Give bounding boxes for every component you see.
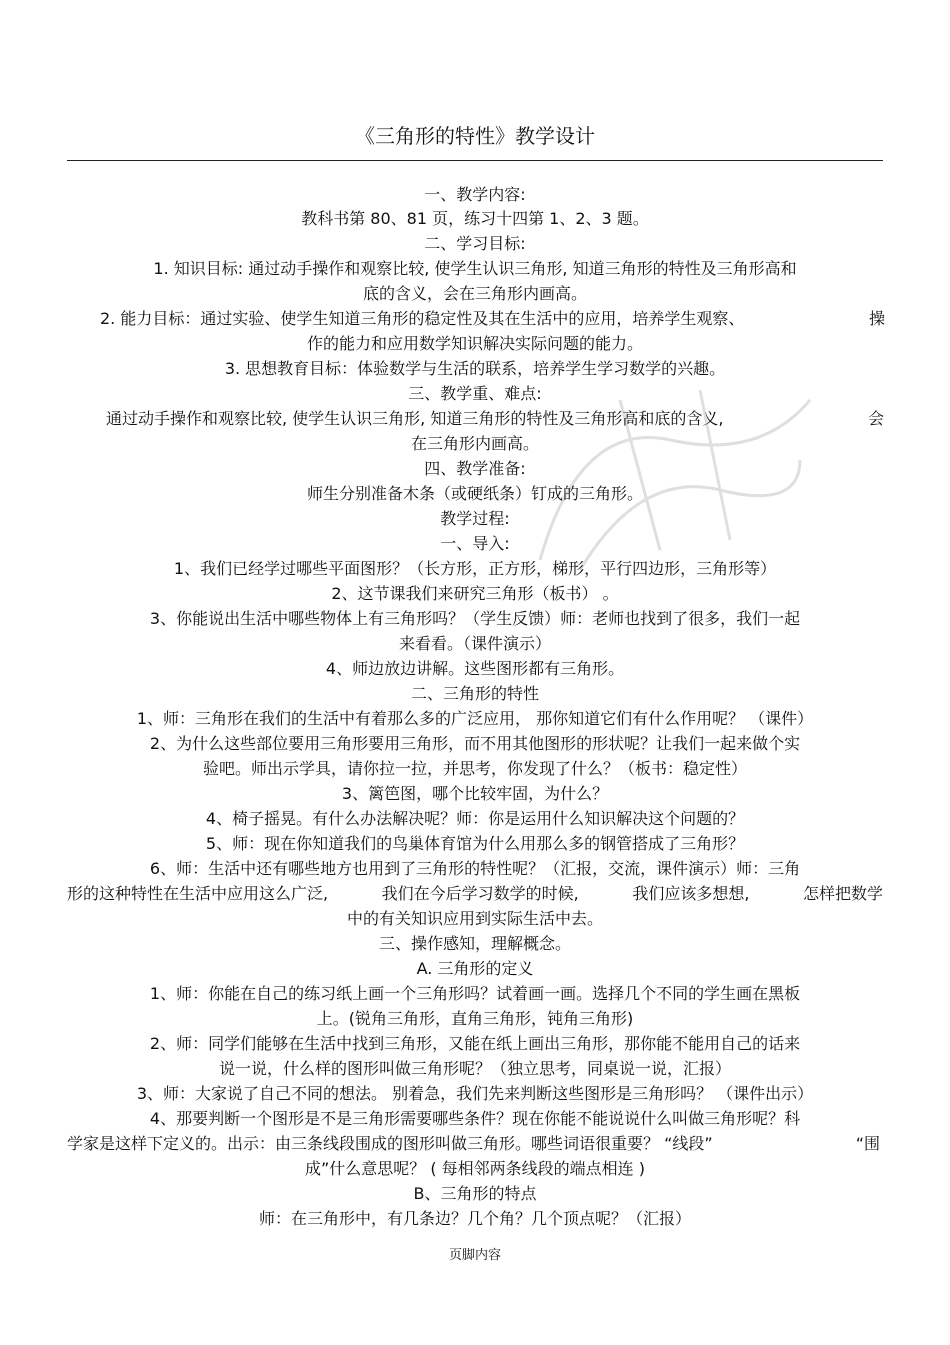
text-line: 4、那要判断一个图形是不是三角形需要哪些条件？现在你能不能说说什么叫做三角形呢？科 xyxy=(149,1109,801,1128)
text-line xyxy=(106,407,884,431)
text-line xyxy=(100,307,885,331)
text-segment: 操 xyxy=(868,309,885,328)
section-heading: 一、教学内容: xyxy=(424,185,526,204)
text-line: 师生分别准备木条（或硬纸条）钉成的三角形。 xyxy=(306,484,643,503)
text-line: 1、师：三角形在我们的生活中有着那么多的广泛应用， 那你知道它们有什么作用呢？ （课件） xyxy=(136,709,814,728)
text-segment: 学家是这样下定义的。出示：由三条线段围成的图形叫做三角形。哪些词语很重要？ “线段” xyxy=(67,1134,713,1153)
text-line: 中的有关知识应用到实际生活中去。 xyxy=(346,909,603,928)
section-heading: 教学过程: xyxy=(440,509,510,528)
section-heading: B、三角形的特点 xyxy=(413,1184,537,1203)
text-line xyxy=(67,882,883,906)
section-heading: 三、教学重、难点: xyxy=(408,384,542,403)
text-line: 说一说，什么样的图形叫做三角形呢？（独立思考，同桌说一说，汇报） xyxy=(218,1059,731,1078)
text-line: 5、师：现在你知道我们的鸟巢体育馆为什么用那么多的钢管搭成了三角形？ xyxy=(205,834,745,853)
section-heading: 三、操作感知，理解概念。 xyxy=(378,934,571,953)
text-line: 上。(锐角三角形，直角三角形，钝角三角形) xyxy=(316,1009,634,1028)
section-heading: 一、导入: xyxy=(440,534,510,553)
page-footer: 页脚内容 xyxy=(448,1248,501,1263)
text-line xyxy=(67,1132,880,1156)
text-line: 2、师：同学们能够在生活中找到三角形，又能在纸上画出三角形，那你能不能用自己的话来 xyxy=(149,1034,801,1053)
text-line: 作的能力和应用数学知识解决实际问题的能力。 xyxy=(306,334,643,353)
text-line: 师：在三角形中，有几条边？几个角？几个顶点呢？（汇报） xyxy=(258,1209,691,1228)
text-line: 2、这节课我们来研究三角形（板书） 。 xyxy=(331,584,619,603)
text-segment: 我们在今后学习数学的时候, xyxy=(381,884,579,903)
text-segment: 通过动手操作和观察比较, 使学生认识三角形, 知道三角形的特性及三角形高和底的含义, xyxy=(106,409,724,428)
text-line: 3、你能说出生活中哪些物体上有三角形吗？（学生反馈）师：老师也找到了很多，我们一起 xyxy=(149,609,801,628)
text-line: 来看看。（课件演示） xyxy=(398,634,551,653)
text-line: 6、师：生活中还有哪些地方也用到了三角形的特性呢？（汇报，交流，课件演示）师：三角 xyxy=(149,859,801,878)
text-line: 3、师：大家说了自己不同的想法。 别着急，我们先来判断这些图形是三角形吗？ （课件出示） xyxy=(136,1084,814,1103)
document-title: 《三角形的特性》教学设计 xyxy=(355,124,595,148)
text-segment: 会 xyxy=(867,409,884,428)
text-line: 3. 思想教育目标：体验数学与生活的联系，培养学生学习数学的兴趣。 xyxy=(224,359,726,378)
text-segment: 2. 能力目标：通过实验、使学生知道三角形的稳定性及其在生活中的应用，培养学生观察、 xyxy=(100,309,745,328)
section-heading: 二、三角形的特性 xyxy=(410,684,539,703)
section-heading: 四、教学准备: xyxy=(424,459,526,478)
text-line: 4、椅子摇晃。有什么办法解决呢？师：你是运用什么知识解决这个问题的？ xyxy=(205,809,745,828)
text-line: 2、为什么这些部位要用三角形要用三角形，而不用其他图形的形状呢？让我们一起来做个实 xyxy=(149,734,801,753)
title-divider xyxy=(67,160,883,161)
section-heading: 二、学习目标: xyxy=(424,234,526,253)
text-line: 教科书第 80、81 页，练习十四第 1、2、3 题。 xyxy=(301,209,649,228)
text-line: 1、我们已经学过哪些平面图形？（长方形，正方形，梯形，平行四边形，三角形等） xyxy=(173,559,777,578)
text-line: 3、篱笆图，哪个比较牢固，为什么？ xyxy=(341,784,609,803)
text-line: 验吧。师出示学具，请你拉一拉，并思考，你发现了什么？（板书：稳定性） xyxy=(202,759,747,778)
text-segment: 形的这种特性在生活中应用这么广泛, xyxy=(67,884,329,903)
text-line: 底的含义，会在三角形内画高。 xyxy=(362,284,587,303)
text-line: 在三角形内画高。 xyxy=(410,434,539,453)
section-heading: A. 三角形的定义 xyxy=(416,959,534,978)
text-line: 1. 知识目标: 通过动手操作和观察比较, 使学生认识三角形, 知道三角形的特性及三角形高和 xyxy=(153,259,797,278)
text-line: 成”什么意思呢？ ( 每相邻两条线段的端点相连 ) xyxy=(304,1159,646,1178)
text-line: 1、师：你能在自己的练习纸上画一个三角形吗？试着画一画。选择几个不同的学生画在黑板 xyxy=(149,984,801,1003)
text-segment: “围 xyxy=(855,1134,880,1153)
text-line: 4、师边放边讲解。这些图形都有三角形。 xyxy=(325,659,625,678)
text-segment: 怎样把数学 xyxy=(802,884,883,903)
text-segment: 我们应该多想想, xyxy=(632,884,750,903)
